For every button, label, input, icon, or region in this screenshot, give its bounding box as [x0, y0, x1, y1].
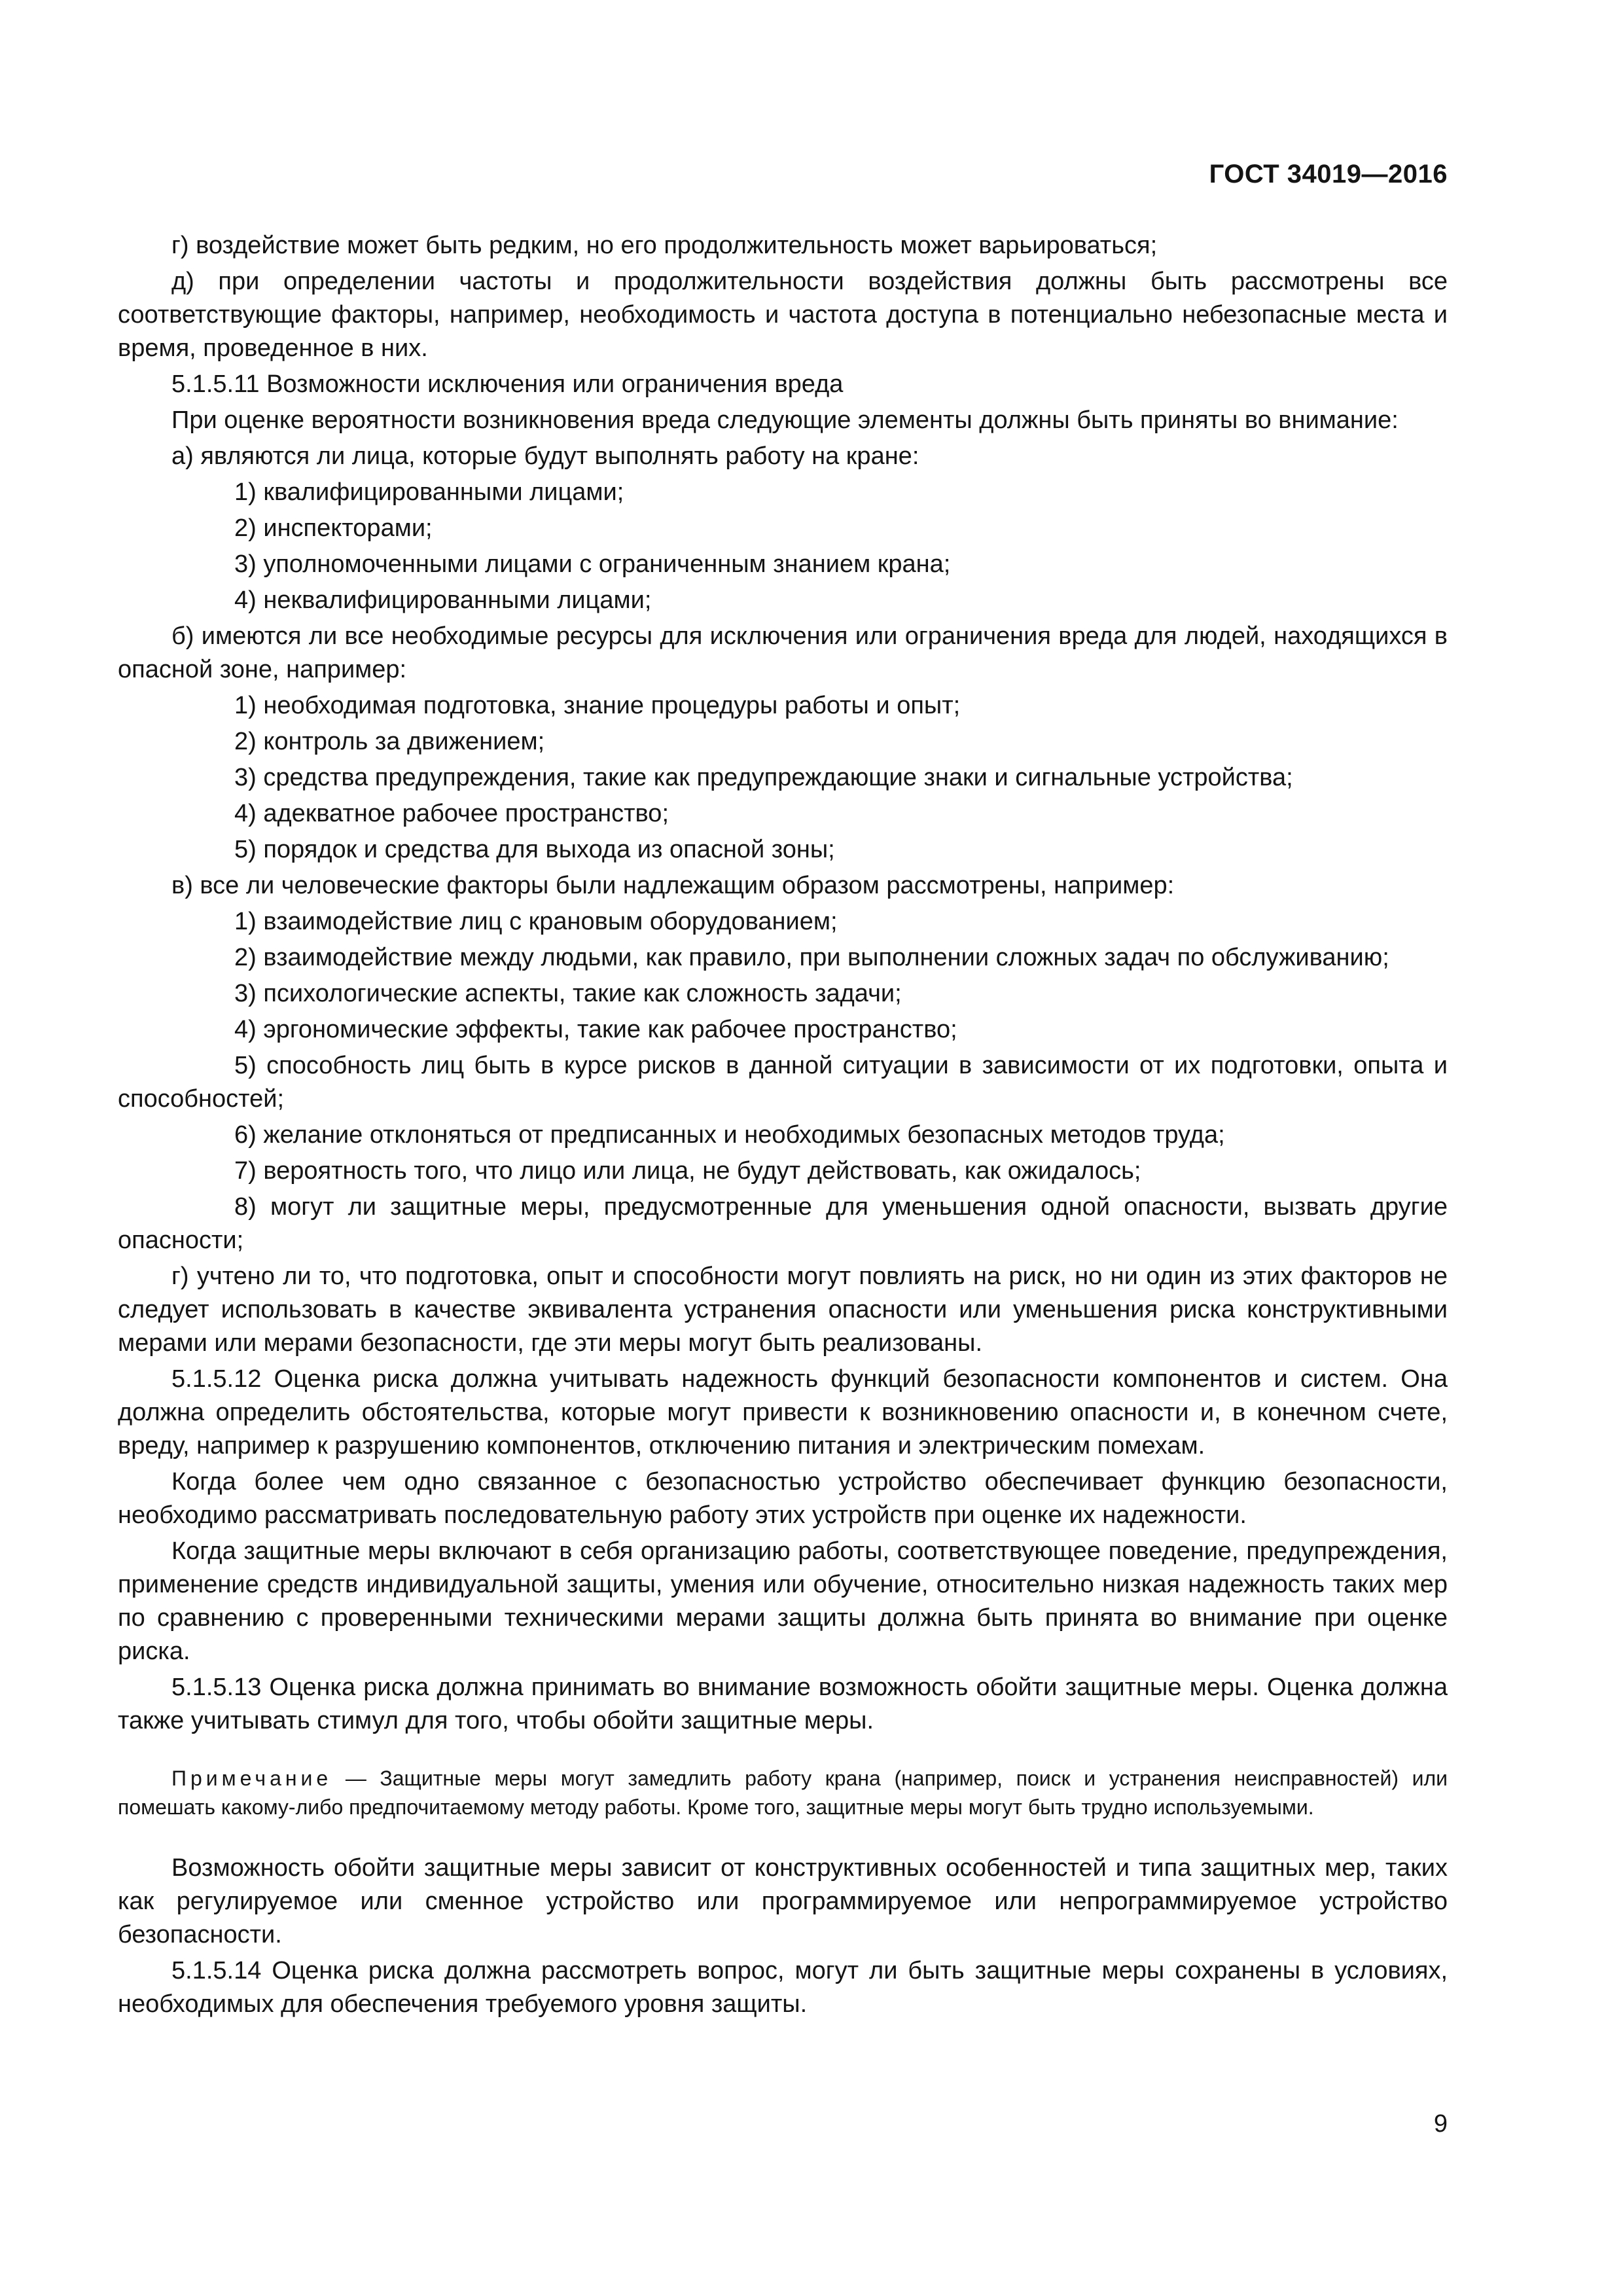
- sub-list-item: 3) средства предупреждения, такие как предупреждающие знаки и сигнальные устройства;: [234, 764, 1293, 791]
- section-paragraph: 5.1.5.14 Оценка риска должна рассмотреть вопрос, могут ли быть защитные меры сохранены в условиях, необходимых для обеспечения требуемого уровня защиты.: [118, 1957, 1448, 2018]
- note: [118, 1764, 1448, 1821]
- paragraph: д) при определении частоты и продолжительности воздействия должны быть рассмотрены все соответствующие факторы, например, необходимость и частота доступа в потенциально небезопасные места и время, проведенное в них.: [118, 268, 1448, 362]
- sub-list-item: 7) вероятность того, что лицо или лица, не будут действовать, как ожидалось;: [234, 1157, 1141, 1185]
- sub-list-item: 2) контроль за движением;: [234, 728, 545, 755]
- sub-list-item: 4) адекватное рабочее пространство;: [234, 800, 669, 827]
- paragraph: Возможность обойти защитные меры зависит от конструктивных особенностей и типа защитных мер, таких как регулируемое или сменное устройство или программируемое или непрограммируемое устройство безопасности.: [118, 1854, 1448, 1948]
- document-header: ГОСТ 34019—2016: [1209, 160, 1448, 188]
- sub-list-item: 3) уполномоченными лицами с ограниченным знанием крана;: [234, 550, 951, 578]
- list-item: г) учтено ли то, что подготовка, опыт и способности могут повлиять на риск, но ни один из этих факторов не следует использовать в качестве эквивалента устранения опасности или уменьшения риска конструктивными мерами или мерами безопасности, где эти меры могут быть реализованы.: [118, 1263, 1448, 1357]
- sub-list-item: 6) желание отклоняться от предписанных и необходимых безопасных методов труда;: [234, 1121, 1225, 1149]
- list-item: а) являются ли лица, которые будут выполнять работу на кране:: [171, 442, 919, 470]
- paragraph: Когда более чем одно связанное с безопасностью устройство обеспечивает функцию безопасности, необходимо рассматривать последовательную работу этих устройств при оценке их надежности.: [118, 1468, 1448, 1529]
- sub-list-item: 1) необходимая подготовка, знание процедуры работы и опыт;: [234, 692, 961, 719]
- sub-list-item: 4) эргономические эффекты, такие как рабочее пространство;: [234, 1016, 957, 1043]
- sub-list-item: 1) квалифицированными лицами;: [234, 478, 624, 506]
- page-number: 9: [1433, 2110, 1448, 2138]
- sub-list-item: 2) взаимодействие между людьми, как правило, при выполнении сложных задач по обслуживанию;: [234, 944, 1389, 971]
- sub-list-item: 5) порядок и средства для выхода из опасной зоны;: [234, 836, 835, 863]
- section-heading: 5.1.5.11 Возможности исключения или ограничения вреда: [171, 370, 844, 398]
- paragraph: г) воздействие может быть редким, но его продолжительность может варьироваться;: [171, 232, 1158, 259]
- section-paragraph: 5.1.5.12 Оценка риска должна учитывать надежность функций безопасности компонентов и систем. Она должна определить обстоятельства, которые могут привести к возникновению опасности и, в конечном счете, вреду, например к разрушению компонентов, отключению питания и электрическим помехам.: [118, 1365, 1448, 1460]
- sub-list-item: 3) психологические аспекты, такие как сложность задачи;: [234, 980, 902, 1007]
- paragraph: При оценке вероятности возникновения вреда следующие элементы должны быть приняты во внимание:: [171, 406, 1399, 434]
- document-body: [118, 229, 1448, 2024]
- sub-list-item: 2) инспекторами;: [234, 514, 433, 542]
- sub-list-item: 4) неквалифицированными лицами;: [234, 586, 652, 614]
- list-item: в) все ли человеческие факторы были надлежащим образом рассмотрены, например:: [171, 872, 1175, 899]
- note-text: — Защитные меры могут замедлить работу крана (например, поиск и устранения неисправностей) или помешать какому-либо предпочитаемому методу работы. Кроме того, защитные меры могут быть трудно используемыми.: [118, 1767, 1448, 1819]
- sub-list-item: 5) способность лиц быть в курсе рисков в данной ситуации в зависимости от их подготовки, опыта и способностей;: [118, 1052, 1448, 1113]
- sub-list-item: 8) могут ли защитные меры, предусмотренные для уменьшения одной опасности, вызвать другие опасности;: [118, 1193, 1448, 1254]
- note-label: Примечание: [171, 1767, 332, 1790]
- section-paragraph: 5.1.5.13 Оценка риска должна принимать во внимание возможность обойти защитные меры. Оценка должна также учитывать стимул для того, чтобы обойти защитные меры.: [118, 1674, 1448, 1734]
- list-item: б) имеются ли все необходимые ресурсы для исключения или ограничения вреда для людей, находящихся в опасной зоне, например:: [118, 622, 1448, 683]
- sub-list-item: 1) взаимодействие лиц с крановым оборудованием;: [234, 908, 838, 935]
- paragraph: Когда защитные меры включают в себя организацию работы, соответствующее поведение, предупреждения, применение средств индивидуальной защиты, умения или обучение, относительно низкая надежность таких мер по сравнению с проверенными техническими мерами защиты должна быть принята во внимание при оценке риска.: [118, 1537, 1448, 1665]
